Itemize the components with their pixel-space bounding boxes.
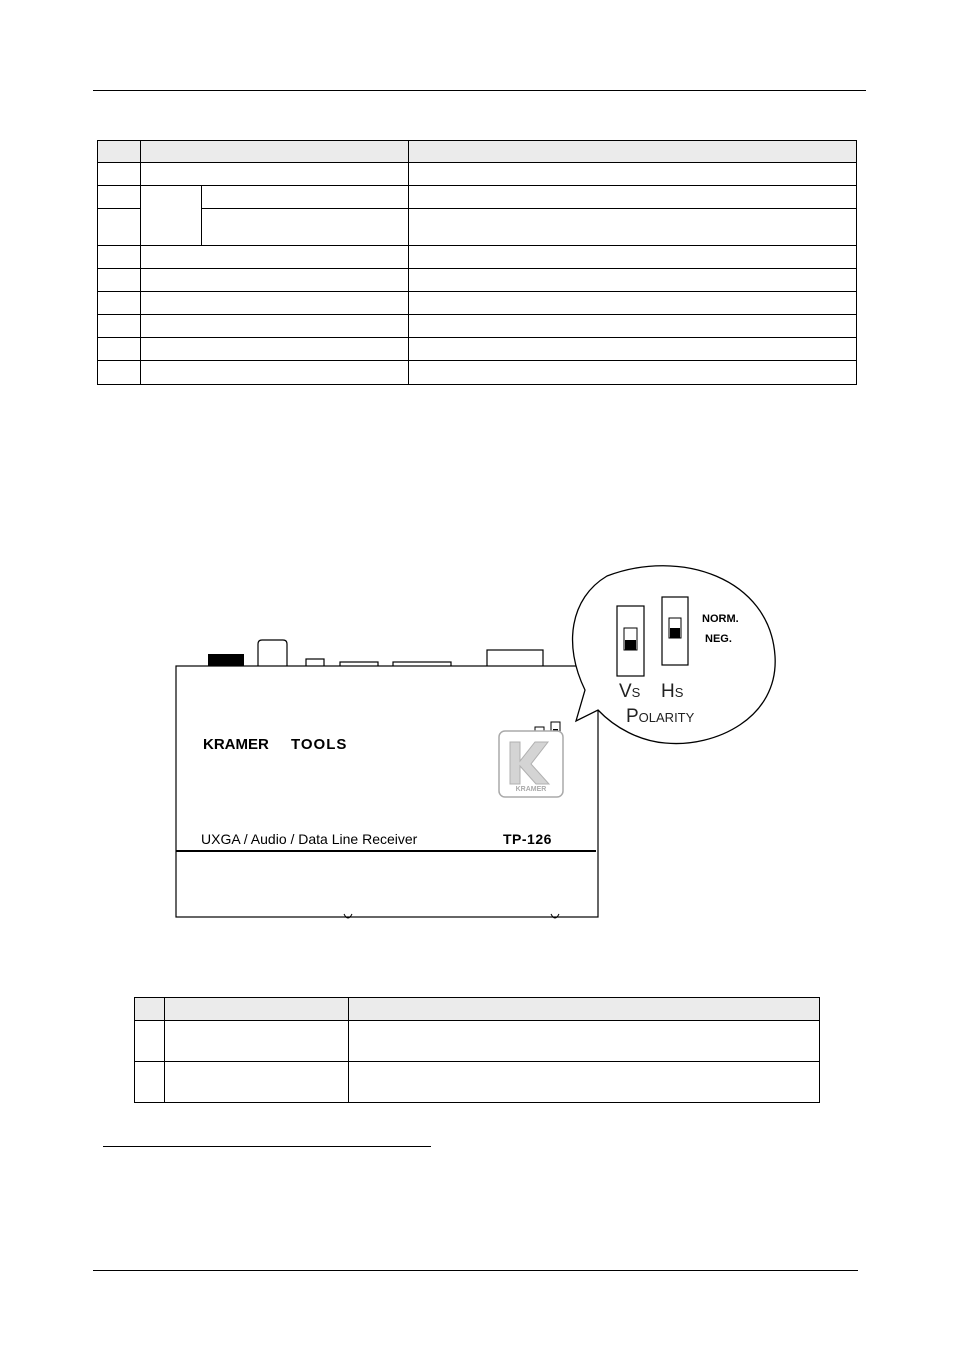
polarity-switch-table: [134, 997, 820, 1103]
table-header-row: [135, 998, 820, 1021]
vs-switch-knob: [625, 640, 636, 650]
connector-block: [208, 654, 244, 666]
device-model: TP-126: [503, 831, 552, 847]
brand-name: KRAMER: [203, 736, 269, 753]
vs-label: Vs: [619, 681, 641, 702]
footnote-rule: [103, 1146, 431, 1147]
table-row: [135, 1062, 820, 1103]
connector-jack: [258, 640, 287, 666]
brand-suffix: TOOLS: [291, 736, 348, 753]
norm-label: NORM.: [702, 613, 739, 625]
neg-label: NEG.: [705, 633, 732, 645]
table-row: [135, 1021, 820, 1062]
footer-rule: [93, 1270, 858, 1271]
kramer-logo-text: KRAMER: [515, 786, 547, 793]
hs-label: Hs: [661, 681, 684, 702]
device-description: UXGA / Audio / Data Line Receiver: [201, 831, 418, 847]
hs-switch-knob: [670, 628, 680, 638]
connector-rj45: [487, 650, 543, 667]
polarity-label: Polarity: [626, 706, 695, 727]
